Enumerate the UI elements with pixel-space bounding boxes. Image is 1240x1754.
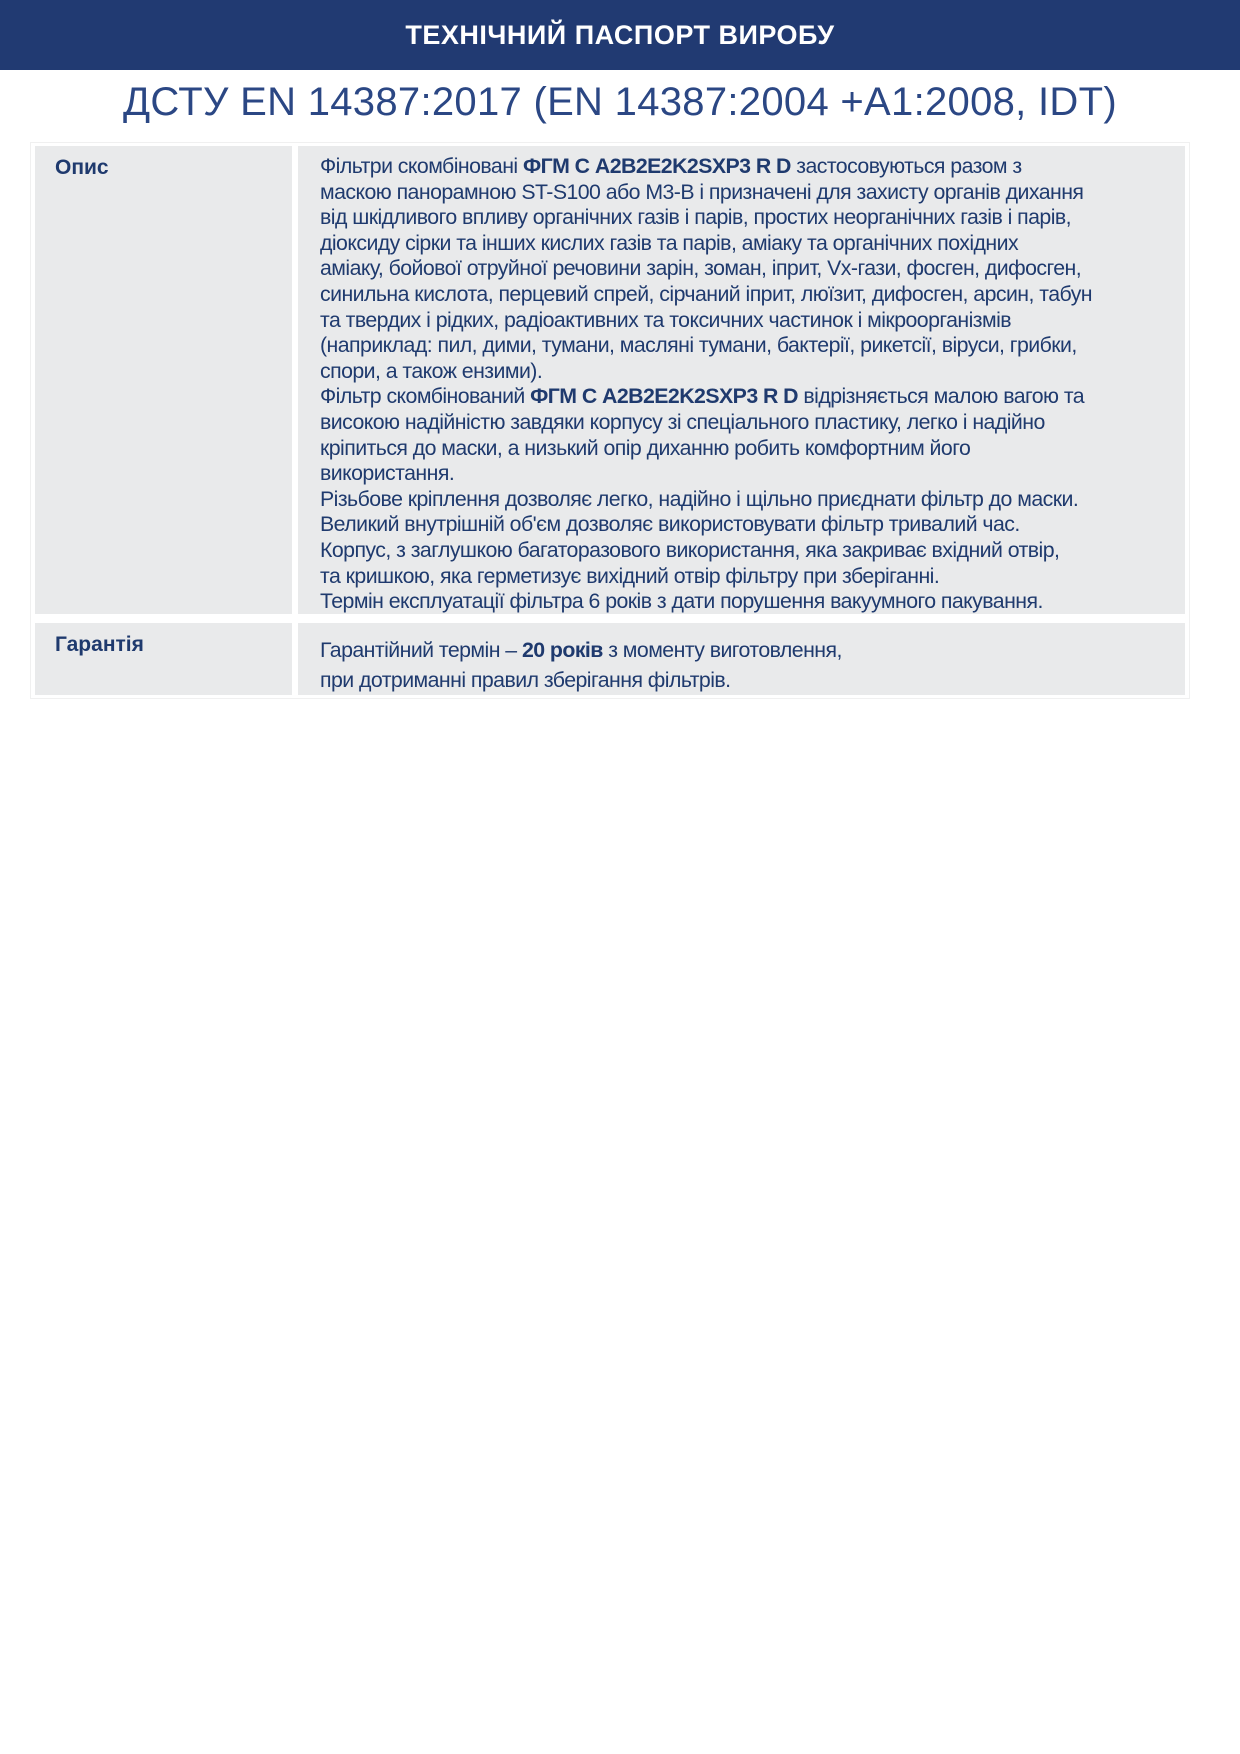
text-line: та твердих і рідких, радіоактивних та токсичних частинок і мікроорганізмів [320, 307, 1012, 332]
bold-text: ФГМ С A2B2E2K2SXP3 R D [530, 384, 799, 409]
text-line: діоксиду сірки та інших кислих газів та парів, аміаку та органічних похідних [320, 230, 1019, 255]
text-line: Фільтр скомбінований ФГМ С A2B2E2K2SXP3 R D відрізняється малою вагою та [320, 384, 1085, 409]
text-line: Корпус, з заглушкою багаторазового використання, яка закриває вхідний отвір, [320, 537, 1060, 562]
text-line: від шкідливого впливу органічних газів і парів, простих неорганічних газів і парів, [320, 205, 1072, 230]
standard-designation: ДСТУ EN 14387:2017 (EN 14387:2004 +A1:2008, IDT) [123, 80, 1117, 124]
row-content-warranty [298, 623, 1185, 695]
text-line: та кришкою, яка герметизує вихідний отвір фільтру при зберіганні. [320, 563, 940, 588]
bold-text: ФГМ С A2B2E2K2SXP3 R D [522, 154, 791, 178]
table-row [31, 620, 1189, 698]
text-line: використання. [320, 461, 455, 486]
row-label-description: Опис [35, 146, 292, 614]
text-line: Гарантійний термін – 20 років з моменту виготовлення, [320, 638, 842, 662]
header-bar [0, 0, 1240, 70]
text-line: синильна кислота, перцевий спрей, сірчаний іприт, люїзит, дифосген, арсин, табун [320, 281, 1092, 306]
text-line: Різьбове кріплення дозволяє легко, надійно і щільно приєднати фільтр до маски. [320, 486, 1079, 511]
text-line: Фільтри скомбіновані ФГМ С A2B2E2K2SXP3 R D застосовуються разом з [320, 154, 1022, 178]
row-content-description [298, 146, 1185, 614]
text-line: кріпиться до маски, а низький опір диханню робить комфортним його [320, 435, 971, 460]
row-label-warranty: Гарантія [35, 623, 292, 695]
table-row [31, 143, 1189, 617]
document-title: ТЕХНІЧНИЙ ПАСПОРТ ВИРОБУ [405, 19, 835, 50]
spec-table [30, 142, 1190, 699]
text-line: спори, а також ензими). [320, 358, 543, 383]
text-line: високою надійністю завдяки корпусу зі спеціального пластику, легко і надійно [320, 409, 1045, 434]
text-line: Великий внутрішній об'єм дозволяє використовувати фільтр тривалий час. [320, 512, 1020, 537]
text-line: (наприклад: пил, дими, тумани, масляні тумани, бактерії, рикетсії, віруси, грибки, [320, 333, 1077, 358]
text-line: Термін експлуатації фільтра 6 років з дати порушення вакуумного пакування. [320, 589, 1043, 614]
text-line: при дотриманні правил зберігання фільтрів. [320, 668, 731, 692]
text-line: аміаку, бойової отруйної речовини зарін, зоман, іприт, Vx-гази, фосген, дифосген, [320, 256, 1082, 281]
text-line: маскою панорамною ST-S100 або М3-В і призначені для захисту органів дихання [320, 179, 1084, 204]
bold-text: 20 років [521, 638, 603, 662]
